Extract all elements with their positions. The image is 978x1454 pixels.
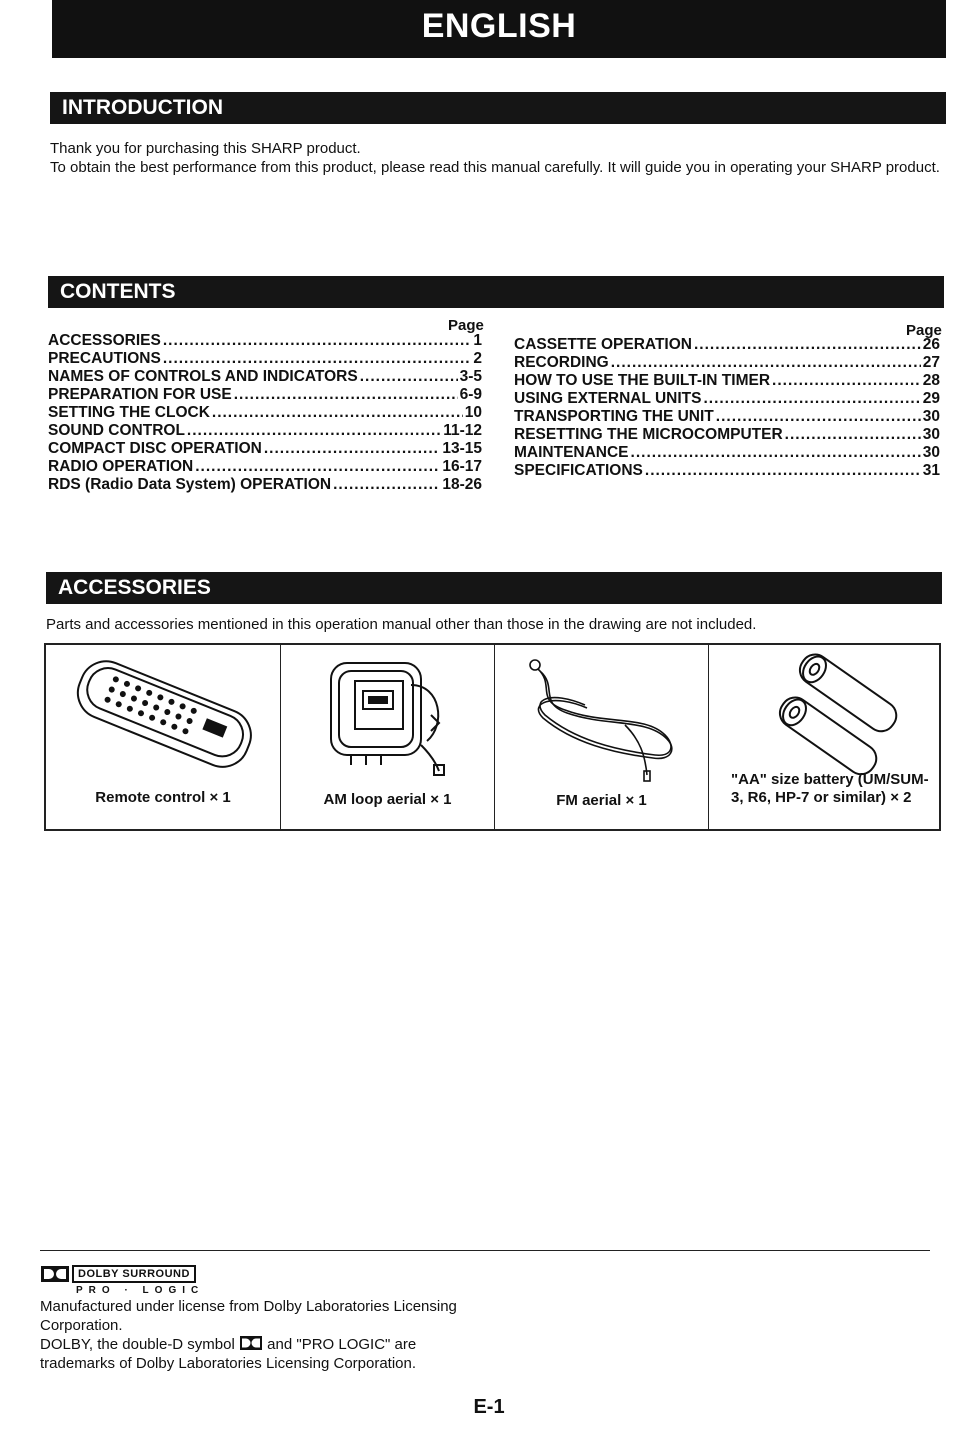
toc-leader (645, 462, 921, 480)
page-title: ENGLISH (52, 0, 946, 58)
section-heading-contents: CONTENTS (48, 276, 944, 308)
license-line-2b: and "PRO LOGIC" are trademarks of Dolby Laboratories Licensing Corporation. (40, 1336, 417, 1372)
toc-page: 30 (922, 426, 940, 443)
toc-title: MAINTENANCE (514, 444, 629, 461)
toc-title: COMPACT DISC OPERATION (48, 440, 262, 457)
toc-page: 11-12 (443, 422, 482, 439)
toc-title: RECORDING (514, 354, 609, 371)
contents-list-right (514, 336, 940, 480)
toc-entry[interactable] (48, 386, 482, 404)
toc-page: 29 (922, 390, 940, 407)
toc-leader (163, 350, 472, 368)
toc-entry[interactable] (514, 372, 940, 390)
toc-title: NAMES OF CONTROLS AND INDICATORS (48, 368, 358, 385)
intro-line-2: To obtain the best performance from this product, please read this manual carefully. It will guide you in operating your SHARP product. (50, 159, 940, 176)
toc-entry[interactable] (514, 336, 940, 354)
toc-leader (195, 458, 440, 476)
accessories-note: Parts and accessories mentioned in this operation manual other than those in the drawing are not included. (46, 616, 757, 633)
accessory-fm-aerial (495, 645, 709, 829)
double-d-icon (40, 1265, 70, 1283)
toc-leader (264, 440, 440, 458)
toc-page: 2 (473, 350, 482, 367)
toc-entry[interactable] (48, 422, 482, 440)
toc-title: RESETTING THE MICROCOMPUTER (514, 426, 783, 443)
contents-page-label-right: Page (906, 322, 942, 339)
toc-entry[interactable] (514, 426, 940, 444)
toc-leader (785, 426, 921, 444)
toc-page: 1 (473, 332, 482, 349)
toc-page: 28 (922, 372, 940, 389)
toc-title: CASSETTE OPERATION (514, 336, 692, 353)
toc-page: 27 (922, 354, 940, 371)
toc-page: 6-9 (459, 386, 482, 403)
toc-entry[interactable] (48, 368, 482, 386)
toc-entry[interactable] (514, 408, 940, 426)
toc-entry[interactable] (48, 440, 482, 458)
toc-page: 13-15 (442, 440, 482, 457)
toc-leader (187, 422, 441, 440)
toc-leader (611, 354, 921, 372)
dolby-license-text (40, 1298, 480, 1373)
toc-leader (333, 476, 440, 494)
intro-line-1: Thank you for purchasing this SHARP product. (50, 140, 361, 157)
section-heading-introduction: INTRODUCTION (50, 92, 946, 124)
toc-leader (234, 386, 458, 404)
toc-title: PREPARATION FOR USE (48, 386, 232, 403)
dolby-surround-label: DOLBY SURROUND (72, 1265, 196, 1283)
section-heading-accessories: ACCESSORIES (46, 572, 942, 604)
toc-title: TRANSPORTING THE UNIT (514, 408, 714, 425)
toc-leader (360, 368, 458, 386)
toc-title: HOW TO USE THE BUILT-IN TIMER (514, 372, 771, 389)
toc-page: 30 (922, 444, 940, 461)
toc-title: SOUND CONTROL (48, 422, 185, 439)
page-number: E-1 (473, 1396, 505, 1418)
toc-entry[interactable] (48, 476, 482, 494)
accessory-remote-control (46, 645, 281, 829)
toc-entry[interactable] (48, 350, 482, 368)
toc-entry[interactable] (48, 404, 482, 422)
license-line-2a: DOLBY, the double-D symbol (40, 1336, 235, 1353)
double-d-icon (239, 1335, 263, 1351)
remote-control-icon (46, 645, 281, 785)
contents-list-left (48, 332, 482, 494)
toc-title: RADIO OPERATION (48, 458, 194, 475)
toc-leader (703, 390, 920, 408)
accessory-label: FM aerial × 1 (556, 792, 647, 809)
toc-page: 30 (922, 408, 940, 425)
toc-entry[interactable] (514, 390, 940, 408)
accessory-label: "AA" size battery (UM/SUM-3, R6, HP-7 or similar) × 2 (731, 771, 929, 806)
accessory-label: AM loop aerial × 1 (323, 791, 452, 808)
accessory-label: Remote control × 1 (95, 789, 231, 806)
toc-leader (772, 372, 921, 390)
toc-page: 26 (922, 336, 940, 353)
accessories-table (44, 643, 941, 831)
accessory-am-loop-aerial (281, 645, 495, 829)
battery-icon (709, 645, 939, 775)
footer-divider (40, 1250, 930, 1251)
toc-title: ACCESSORIES (48, 332, 161, 349)
toc-page: 31 (922, 462, 940, 479)
toc-page: 16-17 (442, 458, 482, 475)
toc-leader (694, 336, 921, 354)
fm-aerial-icon (495, 645, 709, 785)
toc-title: USING EXTERNAL UNITS (514, 390, 702, 407)
am-loop-aerial-icon (281, 645, 495, 785)
toc-entry[interactable] (514, 354, 940, 372)
toc-entry[interactable] (514, 462, 940, 480)
toc-page: 18-26 (442, 476, 482, 493)
toc-entry[interactable] (48, 458, 482, 476)
toc-title: SETTING THE CLOCK (48, 404, 210, 421)
toc-title: RDS (Radio Data System) OPERATION (48, 476, 332, 493)
toc-page: 10 (464, 404, 482, 421)
toc-entry[interactable] (48, 332, 482, 350)
license-line-1: Manufactured under license from Dolby Laboratories Licensing Corporation. (40, 1298, 457, 1334)
toc-leader (212, 404, 463, 422)
toc-leader (631, 444, 921, 462)
toc-title: PRECAUTIONS (48, 350, 161, 367)
toc-page: 3-5 (459, 368, 482, 385)
dolby-logo (40, 1265, 196, 1283)
contents-page-label-left: Page (448, 317, 484, 334)
toc-leader (163, 332, 472, 350)
toc-title: SPECIFICATIONS (514, 462, 643, 479)
toc-entry[interactable] (514, 444, 940, 462)
license-line-2 (40, 1335, 480, 1373)
accessory-battery (709, 645, 939, 829)
toc-leader (716, 408, 921, 426)
pro-logic-label: PRO · LOGIC (76, 1285, 205, 1296)
